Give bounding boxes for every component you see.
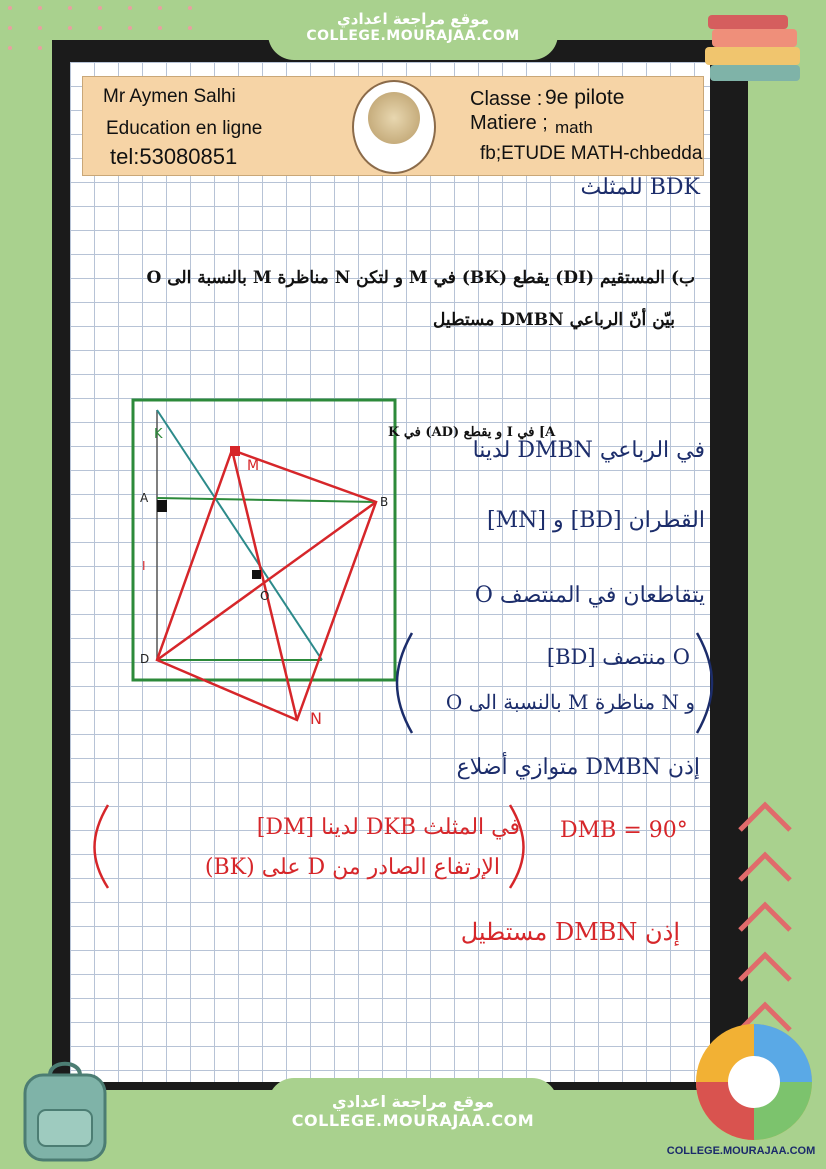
red-line-1: في المثلث DKB لدينا [DM]: [256, 815, 520, 840]
teacher-tel: tel:53080851: [110, 144, 238, 169]
label-o: O: [260, 589, 270, 603]
geometry-figure: [132, 398, 556, 728]
blue-line-5: و N مناظرة M بالنسبة الى O: [445, 690, 695, 714]
red-line-2: الإرتفاع الصادر من D على (BK): [204, 855, 500, 880]
blue-line-2: القطران [BD] و [MN]: [487, 508, 705, 533]
segment-ab: [157, 498, 376, 502]
teacher-name: Mr Aymen Salhi: [103, 86, 236, 107]
red-line-4: إذن DMBN مستطيل: [460, 918, 680, 946]
right-angle-o: [252, 570, 261, 579]
chevron-decor-icon: [735, 790, 795, 1050]
classe-value: 9e pilote: [545, 86, 625, 109]
site-banner-bottom-url: COLLEGE.MOURAJAA.COM: [291, 1111, 535, 1130]
classe-label: Classe :: [470, 88, 543, 110]
site-banner-top: [268, 0, 558, 60]
label-k: K: [154, 427, 163, 442]
question-line-1: ب) المستقيم (DI) يقطع (BK) في M و لتكن N مناظرة M بالنسبة الى O: [146, 268, 695, 288]
header-subtitle: Education en ligne: [106, 118, 263, 139]
diagonal-bd: [157, 502, 376, 660]
backpack-icon: [10, 1055, 120, 1165]
matiere-value: math: [555, 118, 593, 137]
blue-line-4: O منتصف [BD]: [546, 645, 690, 669]
blue-line-6: إذن DMBN متوازي أضلاع: [456, 755, 700, 780]
top-note: BDK للمثلث: [580, 175, 700, 200]
red-brace: [90, 800, 530, 890]
site-logo-text: COLLEGE.MOURAJAA.COM: [666, 1145, 816, 1157]
matiere-label: Matiere ;: [470, 112, 548, 134]
question-line-2: بيّن أنّ الرباعي DMBN مستطيل: [432, 310, 675, 330]
site-logo-icon: [692, 1020, 816, 1144]
facebook-page: fb;ETUDE MATH-chbedda: [480, 143, 703, 164]
school-logo: [352, 80, 436, 174]
blue-line-1: في الرباعي DMBN لدينا: [472, 438, 705, 463]
label-i: I: [142, 559, 146, 573]
label-m: M: [247, 458, 260, 474]
label-b: B: [380, 495, 389, 509]
label-d: D: [140, 652, 150, 666]
label-a: A: [140, 491, 149, 505]
figure-border: [133, 400, 395, 680]
blue-line-3: يتقاطعان في المنتصف O: [474, 583, 705, 608]
books-icon: [700, 10, 810, 90]
site-banner-ar: موقع مراجعة اعدادي: [337, 10, 489, 28]
right-angle-m: [230, 446, 240, 456]
label-n: N: [310, 709, 322, 728]
red-line-3: DMB = 90°: [560, 818, 688, 843]
right-angle-a: [157, 500, 167, 512]
site-banner-url: COLLEGE.MOURAJAA.COM: [306, 28, 520, 44]
site-banner-bottom-ar: موقع مراجعة اعدادي: [331, 1092, 495, 1111]
blue-brace: [392, 628, 722, 738]
site-banner-bottom: [268, 1078, 558, 1148]
figure-caption: A] في I و يقطع (AD) في K: [388, 425, 556, 440]
